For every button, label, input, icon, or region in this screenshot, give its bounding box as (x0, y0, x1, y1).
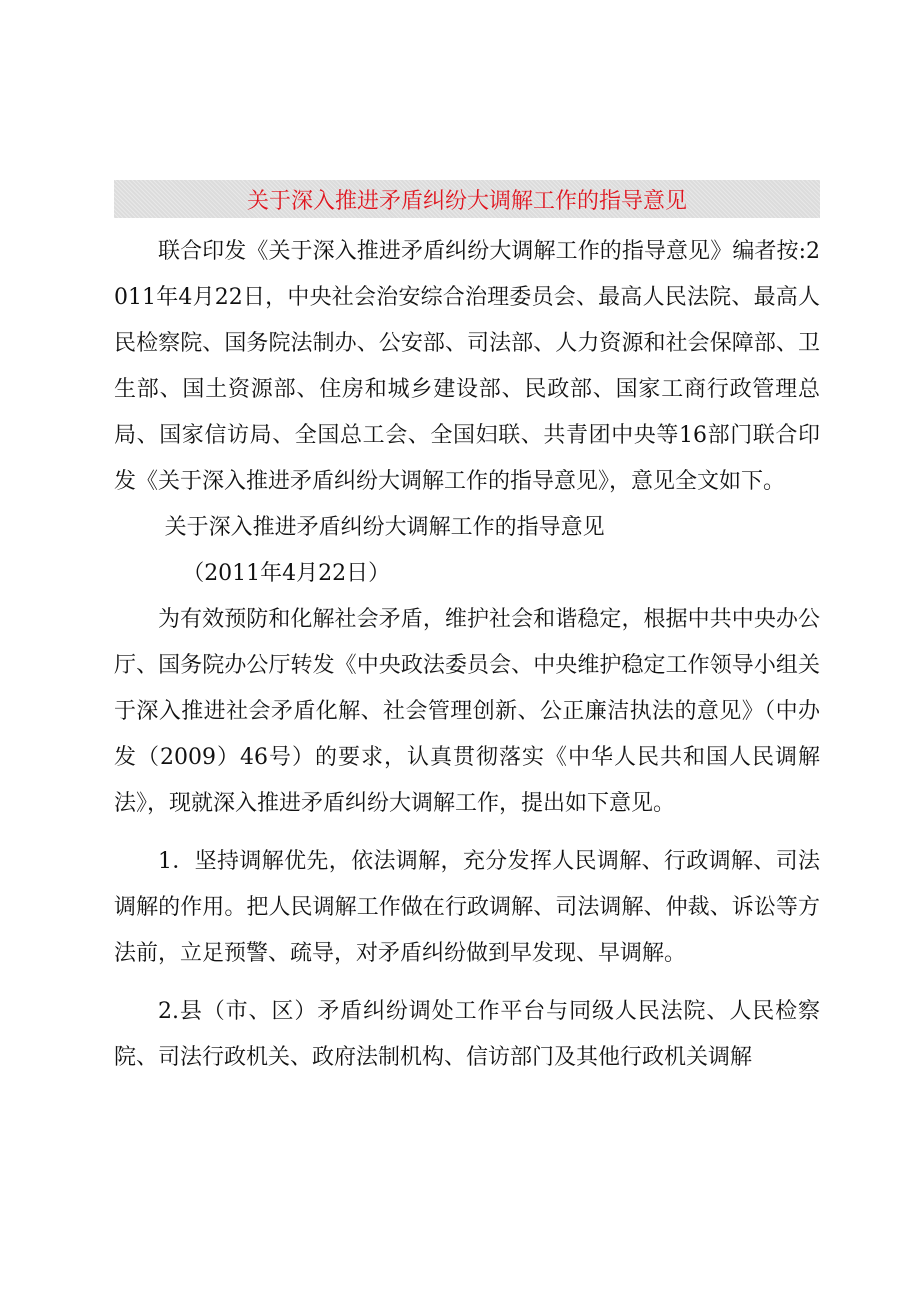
document-body (114, 229, 820, 1081)
item-1-paragraph: 1．坚持调解优先，依法调解，充分发挥人民调解、行政调解、司法调解的作用。把人民调解工作做在行政调解、司法调解、仲裁、诉讼等方法前，立足预警、疏导，对矛盾纠纷做到早发现、早调解。 (114, 849, 820, 966)
intro-paragraph: 为有效预防和化解社会矛盾，维护社会和谐稳定，根据中共中央办公厅、国务院办公厅转发《中央政法委员会、中央维护稳定工作领导小组关于深入推进社会矛盾化解、社会管理创新、公正廉洁执法的意见》（中办发（2009）46号）的要求，认真贯彻落实《中华人民共和国人民调解法》，现就深入推进矛盾纠纷大调解工作，提出如下意见。 (114, 607, 820, 816)
item-2-paragraph: 2.县（市、区）矛盾纠纷调处工作平台与同级人民法院、人民检察院、司法行政机关、政府法制机构、信访部门及其他行政机关调解 (114, 999, 820, 1070)
subtitle-paragraph: 关于深入推进矛盾纠纷大调解工作的指导意见 (164, 515, 605, 540)
document-title: 关于深入推进矛盾纠纷大调解工作的指导意见 (246, 188, 687, 214)
date-paragraph: （2011年4月22日） (182, 561, 391, 586)
title-banner (114, 180, 820, 218)
editor-note-paragraph: 联合印发《关于深入推进矛盾纠纷大调解工作的指导意见》编者按:2011年4月22日，中央社会治安综合治理委员会、最高人民法院、最高人民检察院、国务院法制办、公安部、司法部、人力资源和社会保障部、卫生部、国土资源部、住房和城乡建设部、民政部、国家工商行政管理总局、国家信访局、全国总工会、全国妇联、共青团中央等16部门联合印发《关于深入推进矛盾纠纷大调解工作的指导意见》，意见全文如下。 (114, 239, 820, 494)
